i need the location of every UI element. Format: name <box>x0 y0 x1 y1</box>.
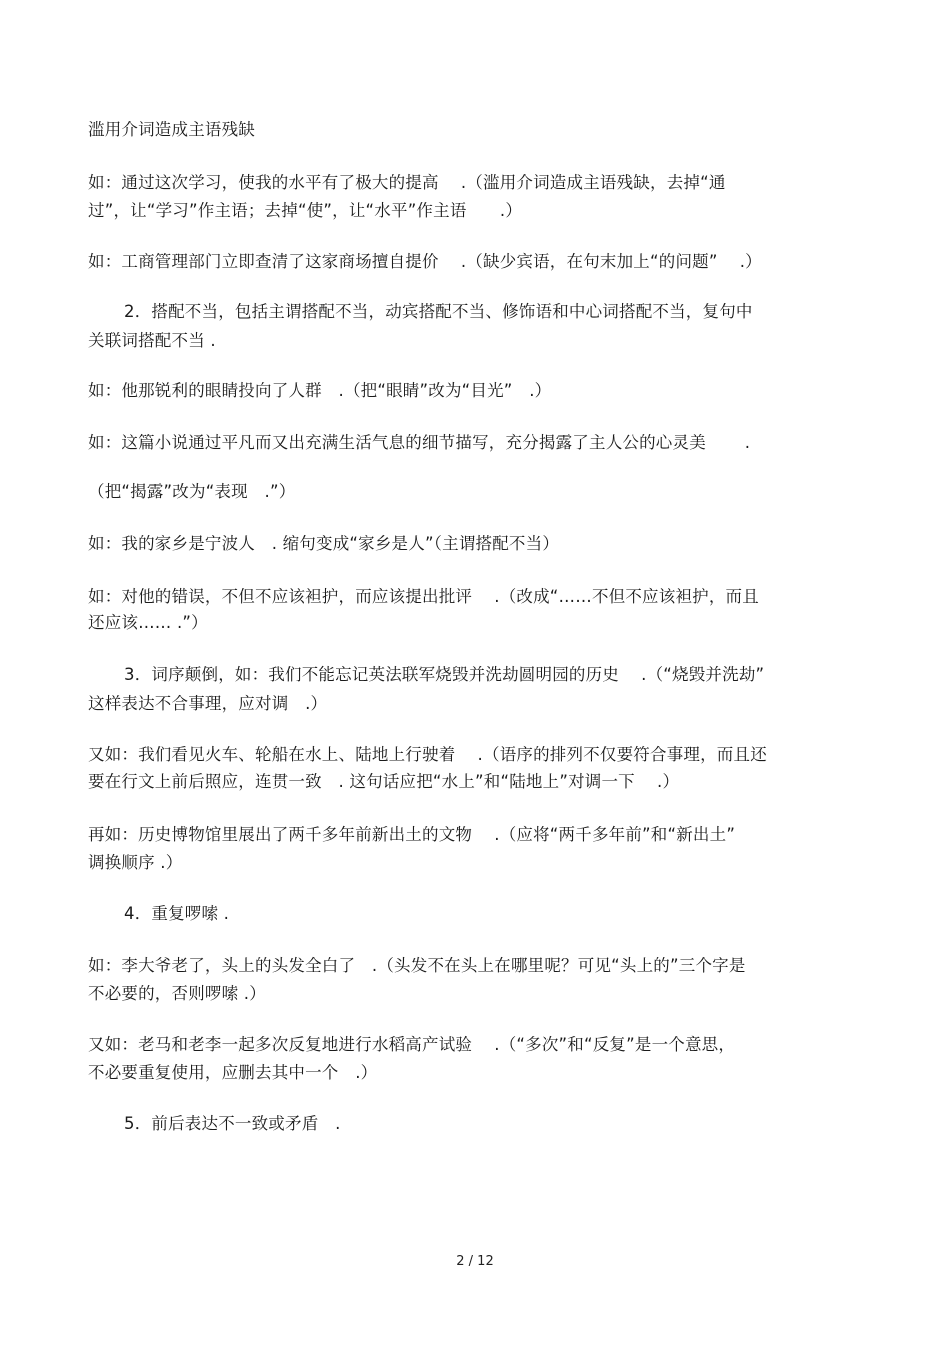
text-line: （把“揭露”改为“表现 .”） <box>88 482 296 501</box>
text-line: 如：他那锐利的眼睛投向了人群 .（把“眼睛”改为“目光” .） <box>88 381 552 400</box>
text-line: 过”，让“学习”作主语；去掉“使”，让“水平”作主语 .） <box>88 201 523 220</box>
text-line: 又如：我们看见火车、轮船在水上、陆地上行驶着 .（语序的排列不仅要符合事理，而且还 <box>88 745 767 764</box>
text-line: 如：通过这次学习，使我的水平有了极大的提高 .（滥用介词造成主语残缺，去掉“通 <box>88 173 726 192</box>
text-line: 不必要重复使用，应删去其中一个 .） <box>88 1063 378 1082</box>
text-line: 如：工商管理部门立即查清了这家商场擅自提价 .（缺少宾语，在句末加上“的问题” .） <box>88 252 762 271</box>
text-line: 还应该…… .”） <box>88 613 208 632</box>
section-heading: 滥用介词造成主语残缺 <box>88 120 255 139</box>
text-line: 调换顺序 .） <box>88 853 183 872</box>
text-line: 如：李大爷老了，头上的头发全白了 .（头发不在头上在哪里呢？可见“头上的”三个字是 <box>88 956 746 975</box>
text-line: 又如：老马和老李一起多次反复地进行水稻高产试验 .（“多次”和“反复”是一个意思， <box>88 1035 736 1054</box>
text-line: 要在行文上前后照应，连贯一致 . 这句话应把“水上”和“陆地上”对调一下 .） <box>88 772 680 791</box>
text-line: 这样表达不合事理，应对调 .） <box>88 694 328 713</box>
page-number: 2 / 12 <box>456 1254 494 1269</box>
text-line: 关联词搭配不当 . <box>88 331 216 350</box>
text-line: 不必要的，否则啰嗦 .） <box>88 984 266 1003</box>
numbered-heading: 2．搭配不当，包括主谓搭配不当，动宾搭配不当、修饰语和中心词搭配不当，复句中 <box>124 302 753 321</box>
numbered-heading: 5．前后表达不一致或矛盾 . <box>124 1114 341 1133</box>
text-line: 如：这篇小说通过平凡而又出充满生活气息的细节描写，充分揭露了主人公的心灵美 . <box>88 433 751 452</box>
numbered-heading: 4．重复啰嗦 . <box>124 904 230 923</box>
text-line: 再如：历史博物馆里展出了两千多年前新出土的文物 .（应将“两千多年前”和“新出土” <box>88 825 736 844</box>
text-line: 如：对他的错误，不但不应该袒护，而应该提出批评 .（改成“……不但不应该袒护，而且 <box>88 587 759 606</box>
numbered-heading: 3．词序颠倒，如：我们不能忘记英法联军烧毁并洗劫圆明园的历史 .（“烧毁并洗劫” <box>124 665 765 684</box>
text-line: 如：我的家乡是宁波人 . 缩句变成“家乡是人”（主谓搭配不当） <box>88 534 560 553</box>
